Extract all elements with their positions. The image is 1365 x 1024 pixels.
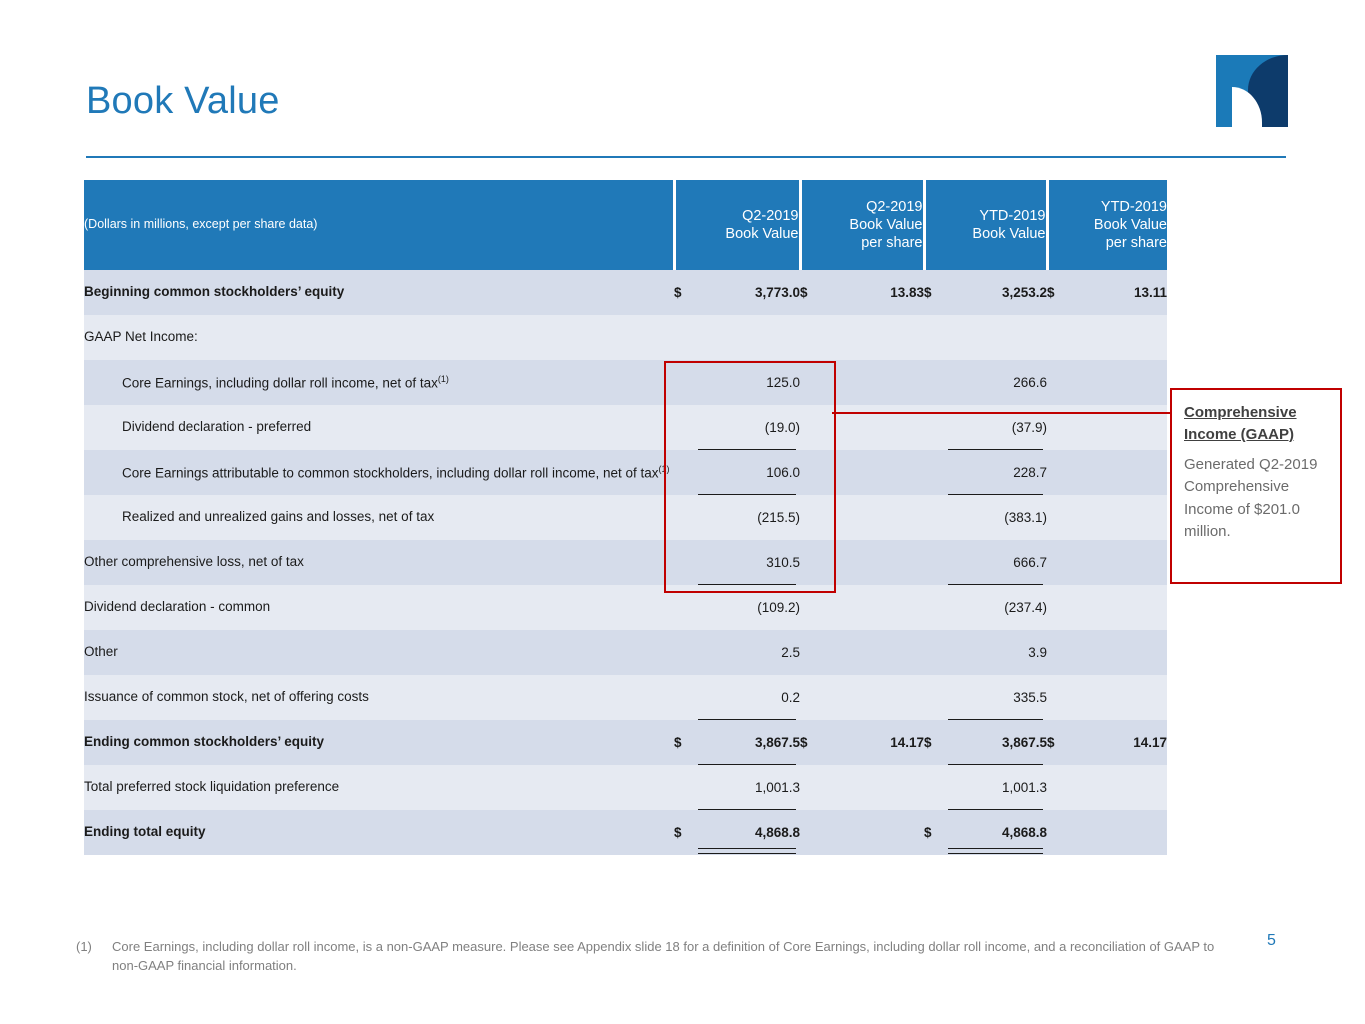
table-row	[84, 495, 1167, 540]
table-column-header-q2-book-value-per-share	[800, 180, 924, 270]
row-currency-1	[674, 315, 694, 360]
row-value-q2-book-value: 106.0	[694, 450, 800, 495]
row-value-ytd-book-value: (383.1)	[944, 495, 1047, 540]
row-currency-4: $	[1047, 270, 1067, 315]
page-title: Book Value	[86, 80, 280, 122]
row-value-q2-per-share	[820, 360, 924, 405]
row-value-ytd-per-share	[1067, 450, 1167, 495]
row-currency-3	[924, 585, 944, 630]
row-label: Dividend declaration - common	[84, 585, 674, 630]
row-label: Total preferred stock liquidation preference	[84, 765, 674, 810]
footnote-marker: (1)	[437, 373, 449, 384]
row-currency-2	[800, 405, 820, 450]
row-currency-4	[1047, 630, 1067, 675]
row-currency-3	[924, 540, 944, 585]
row-label	[84, 360, 674, 405]
table-row	[84, 810, 1167, 855]
row-currency-2	[800, 630, 820, 675]
callout-box	[1170, 388, 1342, 584]
row-value-q2-per-share: 13.83	[820, 270, 924, 315]
row-value-ytd-per-share	[1067, 360, 1167, 405]
col-head-line2: Q2-2019	[742, 207, 799, 224]
row-value-ytd-book-value: 266.6	[944, 360, 1047, 405]
row-currency-2: $	[800, 720, 820, 765]
table-column-header-ytd-book-value-per-share	[1047, 180, 1167, 270]
row-value-ytd-book-value: 3,867.5	[944, 720, 1047, 765]
row-currency-4	[1047, 450, 1067, 495]
row-currency-1	[674, 450, 694, 495]
table-body	[84, 270, 1167, 855]
row-value-ytd-book-value: 3.9	[944, 630, 1047, 675]
row-value-ytd-book-value: 228.7	[944, 450, 1047, 495]
row-value-ytd-per-share	[1067, 765, 1167, 810]
table-row	[84, 675, 1167, 720]
col-head-line1: YTD-2019	[1100, 198, 1167, 215]
row-value-q2-book-value: (215.5)	[694, 495, 800, 540]
row-currency-2	[800, 360, 820, 405]
row-value-q2-book-value: 0.2	[694, 675, 800, 720]
table-row	[84, 315, 1167, 360]
row-currency-3	[924, 450, 944, 495]
book-value-table	[84, 180, 1167, 855]
row-label-text: Core Earnings attributable to common stockholders, including dollar roll income, net of tax	[122, 465, 659, 481]
row-label: Dividend declaration - preferred	[84, 405, 674, 450]
row-value-q2-per-share	[820, 630, 924, 675]
row-currency-1	[674, 585, 694, 630]
row-value-q2-per-share	[820, 810, 924, 855]
row-value-q2-per-share	[820, 585, 924, 630]
row-value-q2-book-value	[694, 315, 800, 360]
table-row	[84, 720, 1167, 765]
row-value-q2-book-value: 3,867.5	[694, 720, 800, 765]
row-currency-2	[800, 810, 820, 855]
row-currency-1	[674, 405, 694, 450]
row-value-ytd-per-share	[1067, 495, 1167, 540]
row-label: Ending common stockholders’ equity	[84, 720, 674, 765]
col-head-line2: YTD-2019	[979, 207, 1046, 224]
row-currency-1	[674, 540, 694, 585]
table-row	[84, 450, 1167, 495]
row-value-ytd-per-share	[1067, 810, 1167, 855]
callout-connector-line	[832, 412, 1172, 414]
row-value-ytd-per-share: 14.17	[1067, 720, 1167, 765]
table-row	[84, 270, 1167, 315]
row-value-ytd-book-value	[944, 315, 1047, 360]
row-currency-1: $	[674, 810, 694, 855]
row-value-ytd-per-share	[1067, 675, 1167, 720]
table-row	[84, 540, 1167, 585]
row-currency-2	[800, 315, 820, 360]
row-currency-4	[1047, 315, 1067, 360]
footnote-number: (1)	[76, 939, 92, 954]
row-currency-2	[800, 585, 820, 630]
row-value-q2-book-value: 4,868.8	[694, 810, 800, 855]
row-label: Other	[84, 630, 674, 675]
row-value-ytd-per-share: 13.11	[1067, 270, 1167, 315]
table-header	[84, 180, 1167, 270]
col-head-line3: per share	[1105, 235, 1167, 252]
row-value-q2-book-value: 2.5	[694, 630, 800, 675]
row-value-ytd-book-value: 3,253.2	[944, 270, 1047, 315]
row-currency-3	[924, 315, 944, 360]
row-currency-1: $	[674, 720, 694, 765]
row-currency-2	[800, 540, 820, 585]
col-head-line1: Q2-2019	[866, 198, 923, 215]
row-value-ytd-per-share	[1067, 630, 1167, 675]
row-currency-3	[924, 495, 944, 540]
row-value-q2-per-share	[820, 675, 924, 720]
row-currency-4	[1047, 675, 1067, 720]
row-value-ytd-book-value: (237.4)	[944, 585, 1047, 630]
row-value-q2-per-share	[820, 540, 924, 585]
row-currency-3	[924, 360, 944, 405]
table-row	[84, 765, 1167, 810]
row-label: GAAP Net Income:	[84, 315, 674, 360]
footnote-text: Core Earnings, including dollar roll income, is a non-GAAP measure. Please see Appendix slide 18 for a definition of Core Earnings, including dollar roll income, and a reconciliation of GAAP to non-GAAP financial information.	[112, 939, 1215, 973]
col-head-line3: per share	[861, 235, 923, 252]
row-currency-2	[800, 675, 820, 720]
row-value-q2-book-value: 1,001.3	[694, 765, 800, 810]
col-head-line2: Book Value	[849, 216, 923, 233]
row-value-ytd-per-share	[1067, 315, 1167, 360]
page-number: 5	[1267, 932, 1276, 949]
row-currency-2	[800, 765, 820, 810]
row-currency-3	[924, 675, 944, 720]
row-value-q2-per-share	[820, 450, 924, 495]
row-value-q2-per-share	[820, 765, 924, 810]
row-label: Issuance of common stock, net of offering costs	[84, 675, 674, 720]
row-label-text: Core Earnings, including dollar roll income, net of tax	[122, 375, 438, 391]
row-value-q2-book-value: (19.0)	[694, 405, 800, 450]
row-currency-4	[1047, 495, 1067, 540]
row-value-q2-book-value: 310.5	[694, 540, 800, 585]
row-value-ytd-book-value: 1,001.3	[944, 765, 1047, 810]
row-value-ytd-book-value: (37.9)	[944, 405, 1047, 450]
col-head-line3: Book Value	[972, 226, 1046, 242]
title-divider	[86, 156, 1286, 158]
col-head-line3: Book Value	[725, 226, 799, 242]
row-value-ytd-book-value: 4,868.8	[944, 810, 1047, 855]
row-currency-3: $	[924, 270, 944, 315]
row-label: Beginning common stockholders’ equity	[84, 270, 674, 315]
row-currency-3: $	[924, 810, 944, 855]
row-value-ytd-book-value: 335.5	[944, 675, 1047, 720]
row-currency-4	[1047, 360, 1067, 405]
row-label	[84, 450, 674, 495]
row-currency-1	[674, 765, 694, 810]
row-currency-2	[800, 450, 820, 495]
row-value-ytd-per-share	[1067, 585, 1167, 630]
table-row	[84, 630, 1167, 675]
callout-body: Generated Q2-2019 Comprehensive Income of $201.0 million.	[1184, 455, 1318, 540]
row-label: Other comprehensive loss, net of tax	[84, 540, 674, 585]
table-row	[84, 585, 1167, 630]
row-value-q2-per-share	[820, 315, 924, 360]
row-currency-1: $	[674, 270, 694, 315]
row-currency-3: $	[924, 720, 944, 765]
table-column-header-q2-book-value	[674, 180, 800, 270]
row-currency-3	[924, 630, 944, 675]
table-header-units-label: (Dollars in millions, except per share data)	[84, 180, 674, 270]
col-head-line2: Book Value	[1093, 216, 1167, 233]
row-value-ytd-per-share	[1067, 540, 1167, 585]
row-value-q2-per-share: 14.17	[820, 720, 924, 765]
row-currency-1	[674, 495, 694, 540]
row-value-q2-book-value: (109.2)	[694, 585, 800, 630]
table-row	[84, 360, 1167, 405]
row-currency-2: $	[800, 270, 820, 315]
footnote-marker: (1)	[658, 463, 670, 474]
row-currency-1	[674, 675, 694, 720]
row-currency-3	[924, 765, 944, 810]
table-column-header-ytd-book-value	[924, 180, 1047, 270]
company-logo-icon	[1216, 55, 1288, 127]
row-currency-4	[1047, 765, 1067, 810]
row-currency-4	[1047, 540, 1067, 585]
row-currency-2	[800, 495, 820, 540]
row-value-q2-book-value: 3,773.0	[694, 270, 800, 315]
row-currency-4: $	[1047, 720, 1067, 765]
row-currency-1	[674, 630, 694, 675]
row-label: Ending total equity	[84, 810, 674, 855]
callout-title: Comprehensive Income (GAAP)	[1184, 404, 1297, 443]
row-value-q2-book-value: 125.0	[694, 360, 800, 405]
row-currency-4	[1047, 810, 1067, 855]
row-label: Realized and unrealized gains and losses, net of tax	[84, 495, 674, 540]
footnote	[76, 938, 1236, 976]
row-value-q2-per-share	[820, 495, 924, 540]
row-value-ytd-book-value: 666.7	[944, 540, 1047, 585]
row-currency-4	[1047, 585, 1067, 630]
row-currency-1	[674, 360, 694, 405]
